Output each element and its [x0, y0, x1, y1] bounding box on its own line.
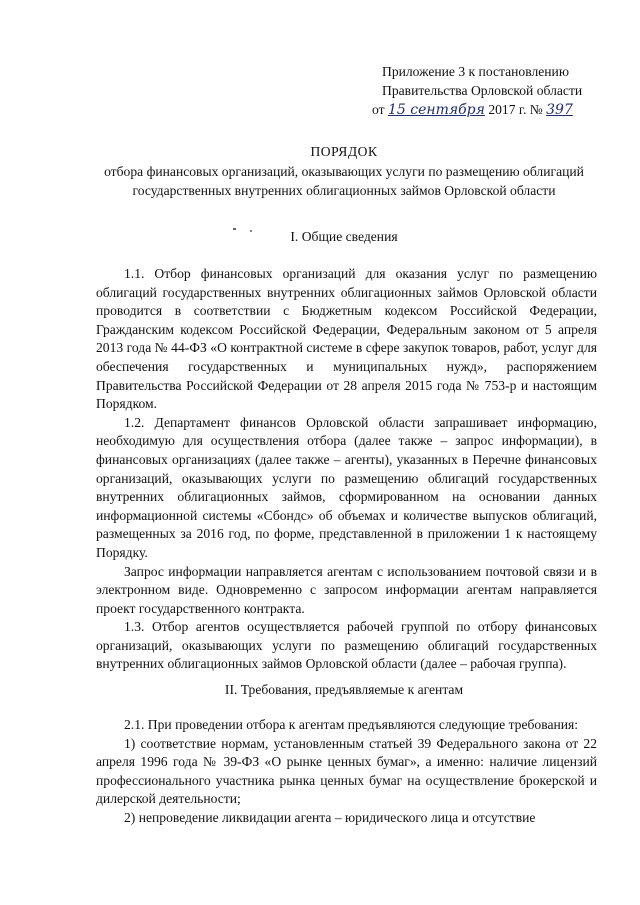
paragraph: 1.3. Отбор агентов осуществляется рабочей группой по отбору финансовых организаций, оказывающих услуги по размещению облигаций государственных внутренних облигационных займов Орловской области (далее – рабочая группа).: [96, 619, 597, 672]
section-heading: I. Общие сведения: [290, 229, 398, 244]
paragraph: 2.1. При проведении отбора к агентам предъявляются следующие требования:: [124, 717, 579, 732]
paragraph: 2) непроведение ликвидации агента – юридического лица и отсутствие: [124, 809, 536, 825]
approval-date-suffix: 2017 г. №: [488, 102, 543, 117]
approval-line-2: Правительства Орловской области: [382, 83, 583, 98]
paragraph: 1.2. Департамент финансов Орловской области запрашивает информацию, необходимую для осуществления отбора (далее также – запрос информации), в финансовых организациях (далее также – агенты), указанных в Перечне финансовых организаций, оказывающих услуги по размещению облигаций государственных внутренних облигационных займов, сформированном на основании данных информационной системы «Сбондс» об объемах и количестве выпусков облигаций, размещенных за 2016 год, по форме, представленной в приложении 1 к настоящему Порядку.: [96, 414, 597, 560]
approval-date-prefix: от: [372, 102, 385, 117]
approval-stamp: [372, 62, 612, 120]
approval-date-handwritten: 15 сентября: [387, 102, 485, 118]
section-body: [96, 716, 597, 828]
paragraph: Запрос информации направляется агентам с использованием почтовой связи и в электронном виде. Одновременно с запросом информации агентам направляется проект государственного контракта.: [96, 563, 597, 616]
title-block: [96, 142, 592, 201]
paragraph: 1) соответствие нормам, установленным статьей 39 Федерального закона от 22 апреля 1996 года № 39-ФЗ «О рынке ценных бумаг», а именно: наличие лицензий профессионального участника рынка ценных бумаг на осуществление брокерской и дилерской деятельности;: [96, 735, 597, 807]
document-title: ПОРЯДОК: [310, 144, 378, 159]
approval-line-1: Приложение 3 к постановлению: [382, 64, 569, 79]
paragraph: 1.1. Отбор финансовых организаций для оказания услуг по размещению облигаций государственных внутренних облигационных займов Орловской области проводится в соответствии с Бюджетным кодексом Российской Федерации, Гражданским кодексом Российской Федерации, Федеральным законом от 5 апреля 2013 года № 44-ФЗ «О контрактной системе в сфере закупок товаров, работ, услуг для обеспечения государственных и муниципальных нужд», распоряжением Правительства Российской Федерации от 28 апреля 2015 года № 753-р и настоящим Порядком.: [96, 266, 597, 412]
section-body: [96, 265, 597, 674]
approval-number-handwritten: 397: [546, 102, 573, 118]
section-heading: II. Требования, предъявляемые к агентам: [224, 682, 464, 697]
document-subtitle: отбора финансовых организаций, оказывающих услуги по размещению облигаций государственных внутренних облигационных займов Орловской области: [104, 163, 584, 198]
approval-date-line: [372, 100, 612, 120]
